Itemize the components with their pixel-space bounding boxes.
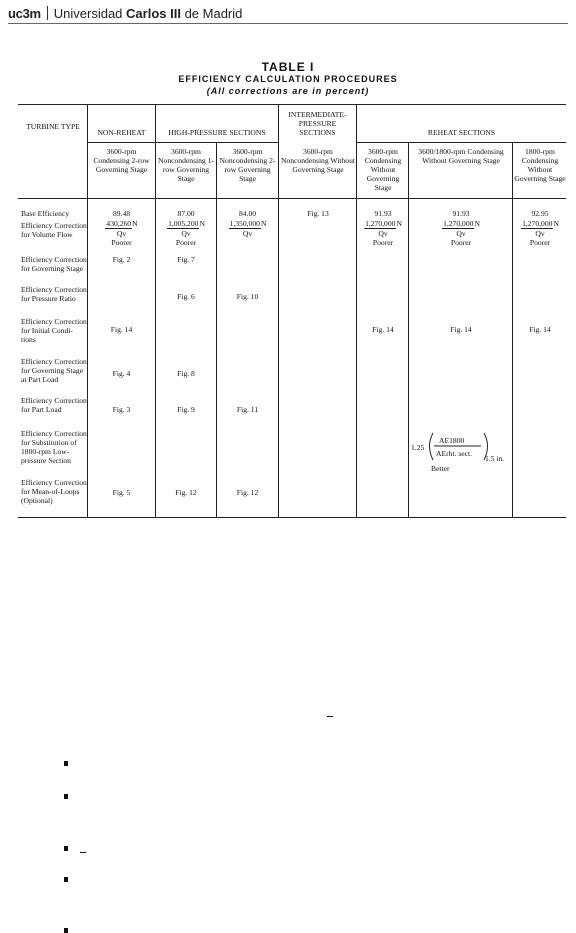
figure-reference: Fig. 9 [177,405,195,414]
reheat-sections-header: REHEAT SECTIONS [427,128,496,137]
table-subtitle: EFFICIENCY CALCULATION PROCEDURES [178,74,398,84]
turbine-type-header: TURBINE TYPE [26,122,80,131]
university-header [8,5,242,21]
col-divider [408,142,409,518]
table-title: TABLE I [261,60,315,74]
table-bottom-rule [18,517,566,518]
figure-reference: Fig. 12 [175,488,197,497]
efficiency-table [18,104,566,518]
list-bullet [64,877,68,882]
figure-reference: Fig. 14 [450,325,472,334]
list-bullet [64,928,68,933]
base-efficiency: 92.95 [531,209,549,218]
figure-reference: Fig. 6 [177,292,195,301]
volume-flow-correction: 430,260N Qv Poorer [106,219,138,247]
figure-reference: Fig. 7 [177,255,195,264]
volume-flow-correction: 1,350,000N Qv [229,219,267,238]
base-efficiency: 89.48 [112,209,131,218]
row-label: Efficiency Correction for Initial Condi-tions [21,317,87,344]
list-bullet [64,794,68,799]
subheader: 1800-rpm Condensing Without Governing Stage [514,147,566,183]
header-rule [8,23,568,24]
col-divider [216,142,217,518]
uc3m-logo: uc3m [8,5,41,21]
hp-sections-header: HIGH-PRESSURE SECTIONS [168,128,266,137]
figure-reference: Fig. 14 [110,325,133,334]
group-header-rule-left [87,142,278,143]
volume-flow-correction: 1,270,000N Qv Poorer [365,219,402,247]
col-divider [356,104,357,518]
ip-sections-header: INTERMEDIATE-PRESSURE SECTIONS [288,110,347,137]
table-note: (All corrections are in percent) [206,86,370,96]
figure-reference: Fig. 14 [529,325,551,334]
figure-reference: Fig. 10 [236,292,259,301]
figure-reference: Fig. 14 [372,325,394,334]
row-label: Efficiency Correction for Volume Flow [21,221,87,239]
substitution-formula: 1.25 AE1800 AErht. sect. 1.5 in. Better [411,430,511,474]
list-bullet [64,761,68,766]
text-fragment-mark [327,716,333,717]
row-label: Efficiency Correction for Governing Stage [21,255,87,273]
university-name: Universidad Carlos III de Madrid [53,5,243,21]
header-divider [47,6,48,20]
subheader: 3600-rpm Noncondensing 1-row Governing Stage [158,147,214,183]
row-label: Base Efficiency [21,209,70,218]
non-reheat-header: NON-REHEAT [97,128,146,137]
volume-flow-correction: 1,005,200N Qv Poorer [168,219,205,247]
list-bullet [64,846,68,851]
base-efficiency: 91.93 [374,209,392,218]
figure-reference: Fig. 5 [112,488,131,497]
table-top-rule [18,104,566,105]
subheader: 3600-rpm Noncondensing Without Governing Stage [280,147,355,174]
col-divider [512,142,513,518]
figure-reference: Fig. 12 [236,488,259,497]
text-fragment-mark [80,852,86,853]
row-label: Efficiency Correction for Mean-of-Loops (Optional) [21,478,87,505]
subheader: 3600/1800-rpm Condensing Without Governing Stage [418,147,504,165]
base-efficiency: 91.93 [452,209,470,218]
subheader: 3600-rpm Noncondensing 2-row Governing Stage [219,147,276,183]
figure-reference: Fig. 8 [177,369,195,378]
figure-reference: Fig. 11 [236,405,259,414]
row-label: Efficiency Correction for Governing Stage at Part Load [21,357,87,384]
subheader: 3600-rpm Condensing 2-row Governing Stage [93,147,150,174]
group-header-rule-right [356,142,566,143]
figure-reference: Fig. 4 [112,369,131,378]
volume-flow-correction: 1,270,000N Qv Poorer [443,219,480,247]
header-bottom-rule [18,198,566,199]
subheader: 3600-rpm Condensing Without Governing Stage [364,147,402,192]
row-label: Efficiency Correction for Part Load [21,396,87,414]
col-divider [278,104,279,518]
base-efficiency: 87.00 [177,209,195,218]
figure-reference: Fig. 3 [112,405,131,414]
row-label: Efficiency Correction for Substitution of 1800-rpm Low-pressure Section [21,429,87,465]
volume-flow-correction: 1,270,000N Qv Poorer [522,219,559,247]
base-efficiency: Fig. 13 [307,209,329,218]
base-efficiency: 84.00 [238,209,257,218]
row-label: Efficiency Correction for Pressure Ratio [21,285,87,303]
figure-reference: Fig. 2 [112,255,131,264]
